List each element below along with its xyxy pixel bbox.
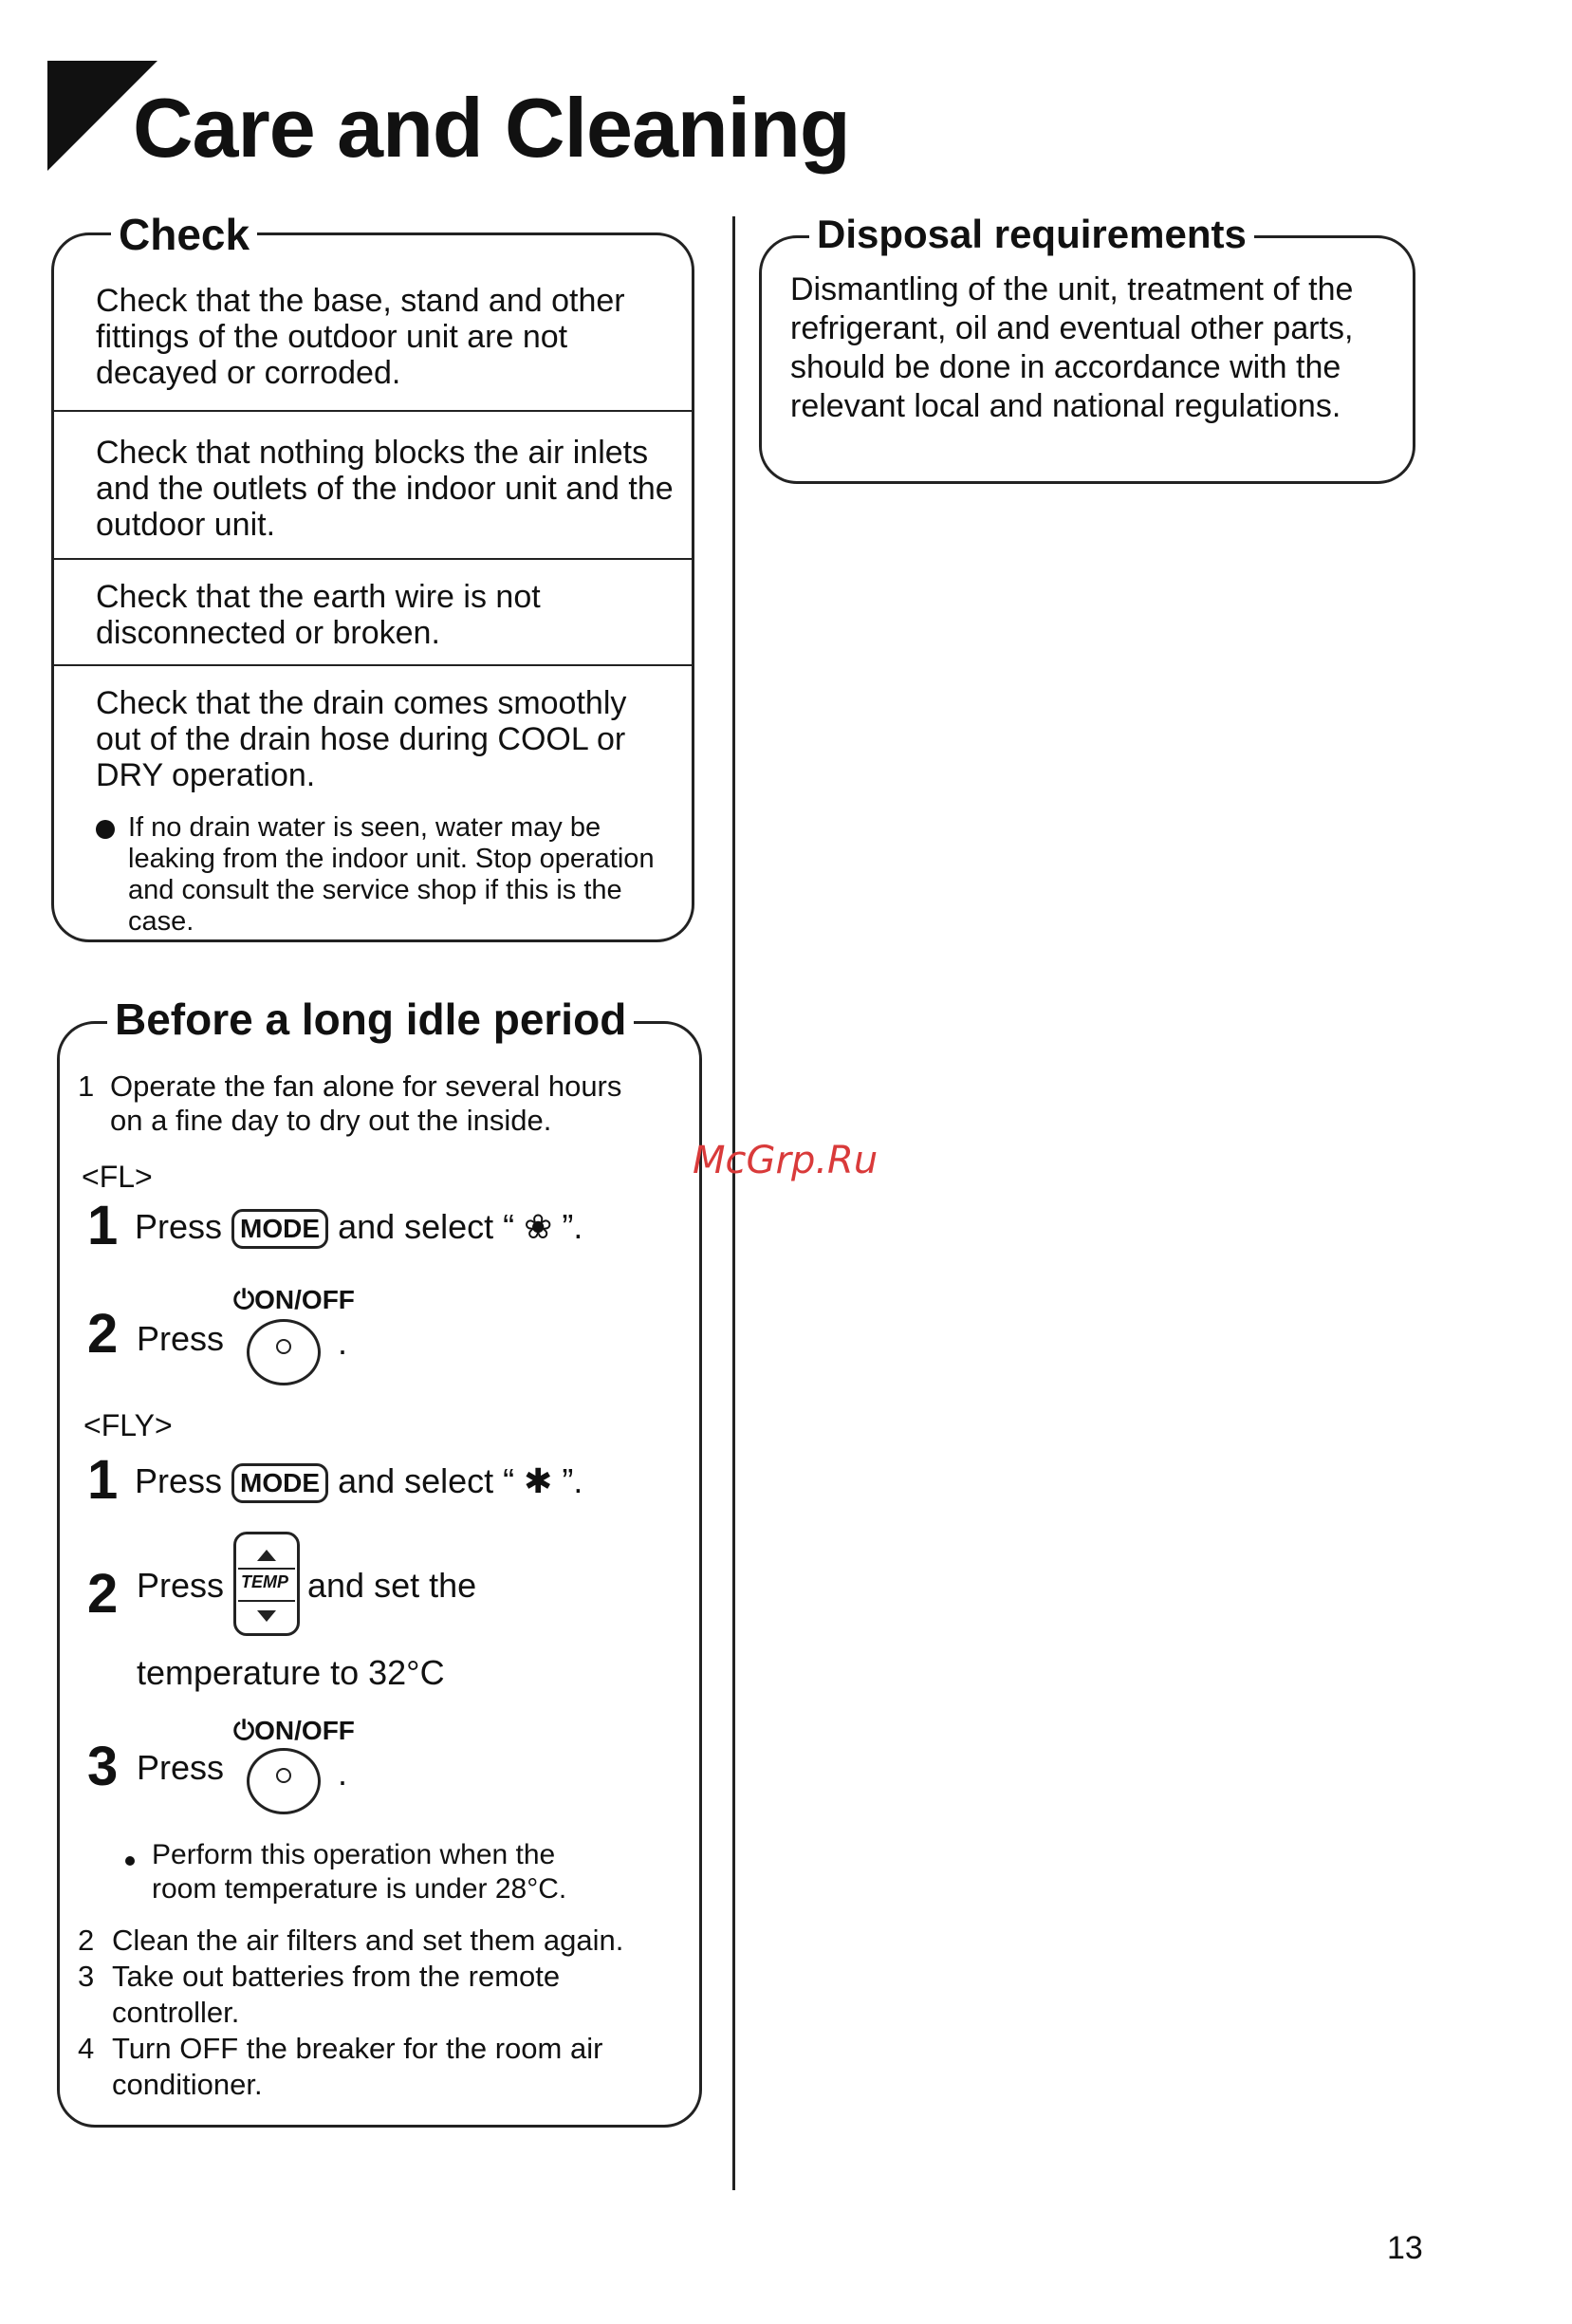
fly-step2-press: Press [137, 1566, 225, 1605]
fly-step1-row [135, 1461, 583, 1503]
bullet-dot-icon [96, 820, 115, 839]
page-number: 13 [1387, 2230, 1423, 2266]
temperature-note-line2: room temperature is under 28°C. [152, 1873, 567, 1905]
column-divider [732, 216, 735, 2190]
fly-step3-press: Press [137, 1748, 225, 1787]
fly-step1-after: and select “ ✱ ”. [338, 1461, 583, 1500]
idle-step-number: 1 [78, 1069, 95, 1103]
mode-button-icon: MODE [231, 1209, 328, 1249]
fl-label: <FL> [82, 1160, 153, 1194]
drain-note-text: If no drain water is seen, water may be leaking from the indoor unit. Stop operation and consult the service shop if this is the case. [128, 812, 655, 937]
fl-step2-press: Press [137, 1319, 225, 1358]
fly-step2-line2: temperature to 32°C [137, 1653, 445, 1692]
check-item-text: Check that the base, stand and other fittings of the outdoor unit are not decayed or corroded. [96, 283, 625, 391]
idle-period-title: Before a long idle period [107, 994, 634, 1045]
check-item-text: Check that the earth wire is not disconnected or broken. [96, 579, 541, 651]
period-dot: . [338, 1323, 348, 1362]
list-item-number: 2 [78, 1924, 95, 1957]
drain-note [96, 812, 676, 938]
check-item-earth-wire [54, 560, 692, 666]
list-item-text: Take out batteries from the remote [112, 1960, 561, 1993]
check-item-drain [54, 666, 692, 941]
mode-button-icon: MODE [231, 1463, 328, 1503]
idle-step1-text-line2: on a fine day to dry out the inside. [110, 1104, 552, 1137]
page-title: Care and Cleaning [133, 81, 850, 175]
temperature-note: Perform this operation when the [152, 1839, 556, 1870]
list-item-text-line2: controller. [112, 1996, 240, 2029]
temp-button-icon [233, 1532, 300, 1636]
fly-step1-number: 1 [87, 1449, 119, 1511]
disposal-title: Disposal requirements [809, 212, 1254, 257]
list-item-text: Turn OFF the breaker for the room air [112, 2032, 603, 2065]
fl-step1-row [135, 1207, 583, 1249]
temp-label: TEMP [241, 1572, 289, 1591]
onoff-button-icon [247, 1748, 321, 1814]
fly-step2-number: 2 [87, 1563, 119, 1625]
list-item-number: 3 [78, 1960, 95, 1993]
idle-step1-text: Operate the fan alone for several hours [110, 1069, 622, 1103]
fly-label: <FLY> [83, 1408, 173, 1442]
list-item-number: 4 [78, 2032, 95, 2065]
check-title: Check [111, 209, 257, 260]
fl-step2-number: 2 [87, 1303, 119, 1365]
fl-step1-after: and select “ ❀ ”. [338, 1207, 583, 1246]
bullet-dot-icon [125, 1856, 135, 1866]
press-label: Press [135, 1207, 223, 1246]
disposal-text: Dismantling of the unit, treatment of the refrigerant, oil and eventual other parts, should be done in accordance with the relevant local and national regulations. [790, 271, 1354, 424]
list-item-text-line2: conditioner. [112, 2068, 263, 2101]
list-item-text: Clean the air filters and set them again. [112, 1924, 624, 1957]
fl-step1-number: 1 [87, 1195, 119, 1256]
check-item-airflow [54, 412, 692, 560]
fly-step2-after: and set the [307, 1566, 477, 1605]
check-item-base [54, 283, 692, 412]
fly-step3-number: 3 [87, 1736, 119, 1797]
check-box [51, 210, 694, 942]
period-dot: . [338, 1754, 348, 1793]
watermark: McGrp.Ru [693, 1139, 878, 1182]
disposal-box [759, 212, 1415, 484]
onoff-label: ⏻ON/OFF [233, 1716, 355, 1745]
check-item-text: Check that nothing blocks the air inlets and the outlets of the indoor unit and the outdoor unit. [96, 435, 674, 543]
onoff-button-icon [247, 1319, 321, 1385]
press-label: Press [135, 1461, 223, 1500]
onoff-label: ⏻ON/OFF [233, 1285, 355, 1314]
check-item-text: Check that the drain comes smoothly out of the drain hose during COOL or DRY operation. [96, 685, 627, 793]
